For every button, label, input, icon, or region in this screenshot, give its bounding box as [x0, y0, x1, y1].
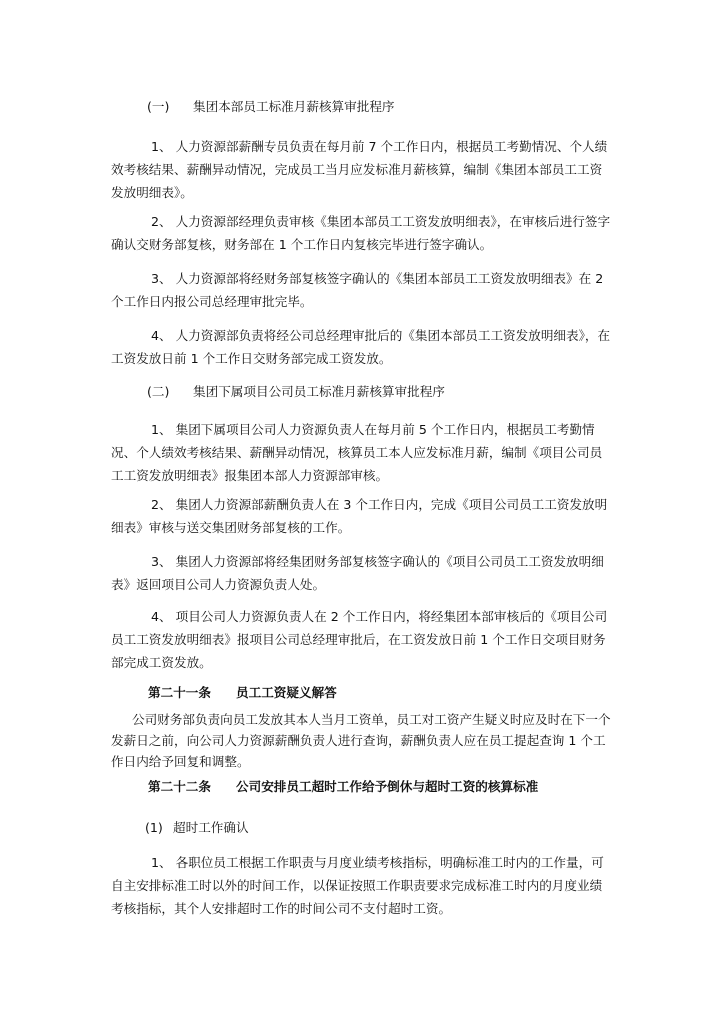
article-21-heading [148, 682, 608, 701]
article-22-item-1: 1、 各职位员工根据工作职责与月度业绩考核指标，明确标准工时内的工作量，可自主安排标准工时以外的时间工作，以保证按照工作职责要求完成标准工时内的月度业绩考核指标，其个人安排超时工作的时间公司不支付超时工资。 [111, 855, 604, 916]
article-22-sub-marker: (1) [145, 820, 163, 835]
section-two-item-4: 4、 项目公司人力资源负责人在 2 个工作日内，将经集团本部审核后的《项目公司员工工资发放明细表》报项目公司总经理审批后，在工资发放日前 1 个工作日交项目财务部完成工资发放。 [111, 609, 608, 670]
article-22-subheading [145, 817, 605, 836]
section-one-heading [147, 96, 607, 115]
article-22-title: 公司安排员工超时工作给予倒休与超时工资的核算标准 [236, 779, 539, 794]
article-21-body: 公司财务部负责向员工发放其本人当月工资单，员工对工资产生疑义时应及时在下一个发薪日之前，向公司人力资源薪酬负责人进行查询，薪酬负责人应在员工提起查询 1 个工作日内给予回复和调整。 [111, 712, 611, 769]
article-22-number: 第二十二条 [148, 779, 211, 794]
section-one-marker: (一) [147, 99, 170, 114]
section-one-item-3: 3、 人力资源部将经财务部复核签字确认的《集团本部员工工资发放明细表》在 2 个工作日内报公司总经理审批完毕。 [111, 271, 604, 309]
section-two-heading [147, 381, 607, 400]
article-22-sub-title: 超时工作确认 [173, 820, 249, 835]
article-21-title: 员工工资疑义解答 [236, 685, 337, 700]
article-21-number: 第二十一条 [148, 685, 211, 700]
article-22-heading [148, 776, 608, 795]
section-two-item-1: 1、 集团下属项目公司人力资源负责人在每月前 5 个工作日内，根据员工考勤情况、个人绩效考核结果、薪酬异动情况，核算员工本人应发标准月薪，编制《项目公司员工工资发放明细表》报集团本部人力资源部审核。 [111, 422, 603, 483]
section-one-item-1: 1、 人力资源部薪酬专员负责在每月前 7 个工作日内，根据员工考勤情况、个人绩效考核结果、薪酬异动情况，完成员工当月应发标准月薪核算，编制《集团本部员工工资发放明细表》。 [111, 139, 608, 200]
section-two-title: 集团下属项目公司员工标准月薪核算审批程序 [193, 384, 445, 399]
section-one-item-4: 4、 人力资源部负责将经公司总经理审批后的《集团本部员工工资发放明细表》，在工资发放日前 1 个工作日交财务部完成工资发放。 [111, 328, 611, 366]
section-one-title: 集团本部员工标准月薪核算审批程序 [193, 99, 395, 114]
section-one-item-2: 2、 人力资源部经理负责审核《集团本部员工工资发放明细表》，在审核后进行签字确认交财务部复核，财务部在 1 个工作日内复核完毕进行签字确认。 [111, 214, 611, 252]
section-two-marker: (二) [147, 384, 170, 399]
section-two-item-3: 3、 集团人力资源部将经集团财务部复核签字确认的《项目公司员工工资发放明细表》返回项目公司人力资源负责人处。 [111, 554, 604, 592]
section-two-item-2: 2、 集团人力资源部薪酬负责人在 3 个工作日内，完成《项目公司员工工资发放明细表》审核与送交集团财务部复核的工作。 [111, 497, 608, 535]
